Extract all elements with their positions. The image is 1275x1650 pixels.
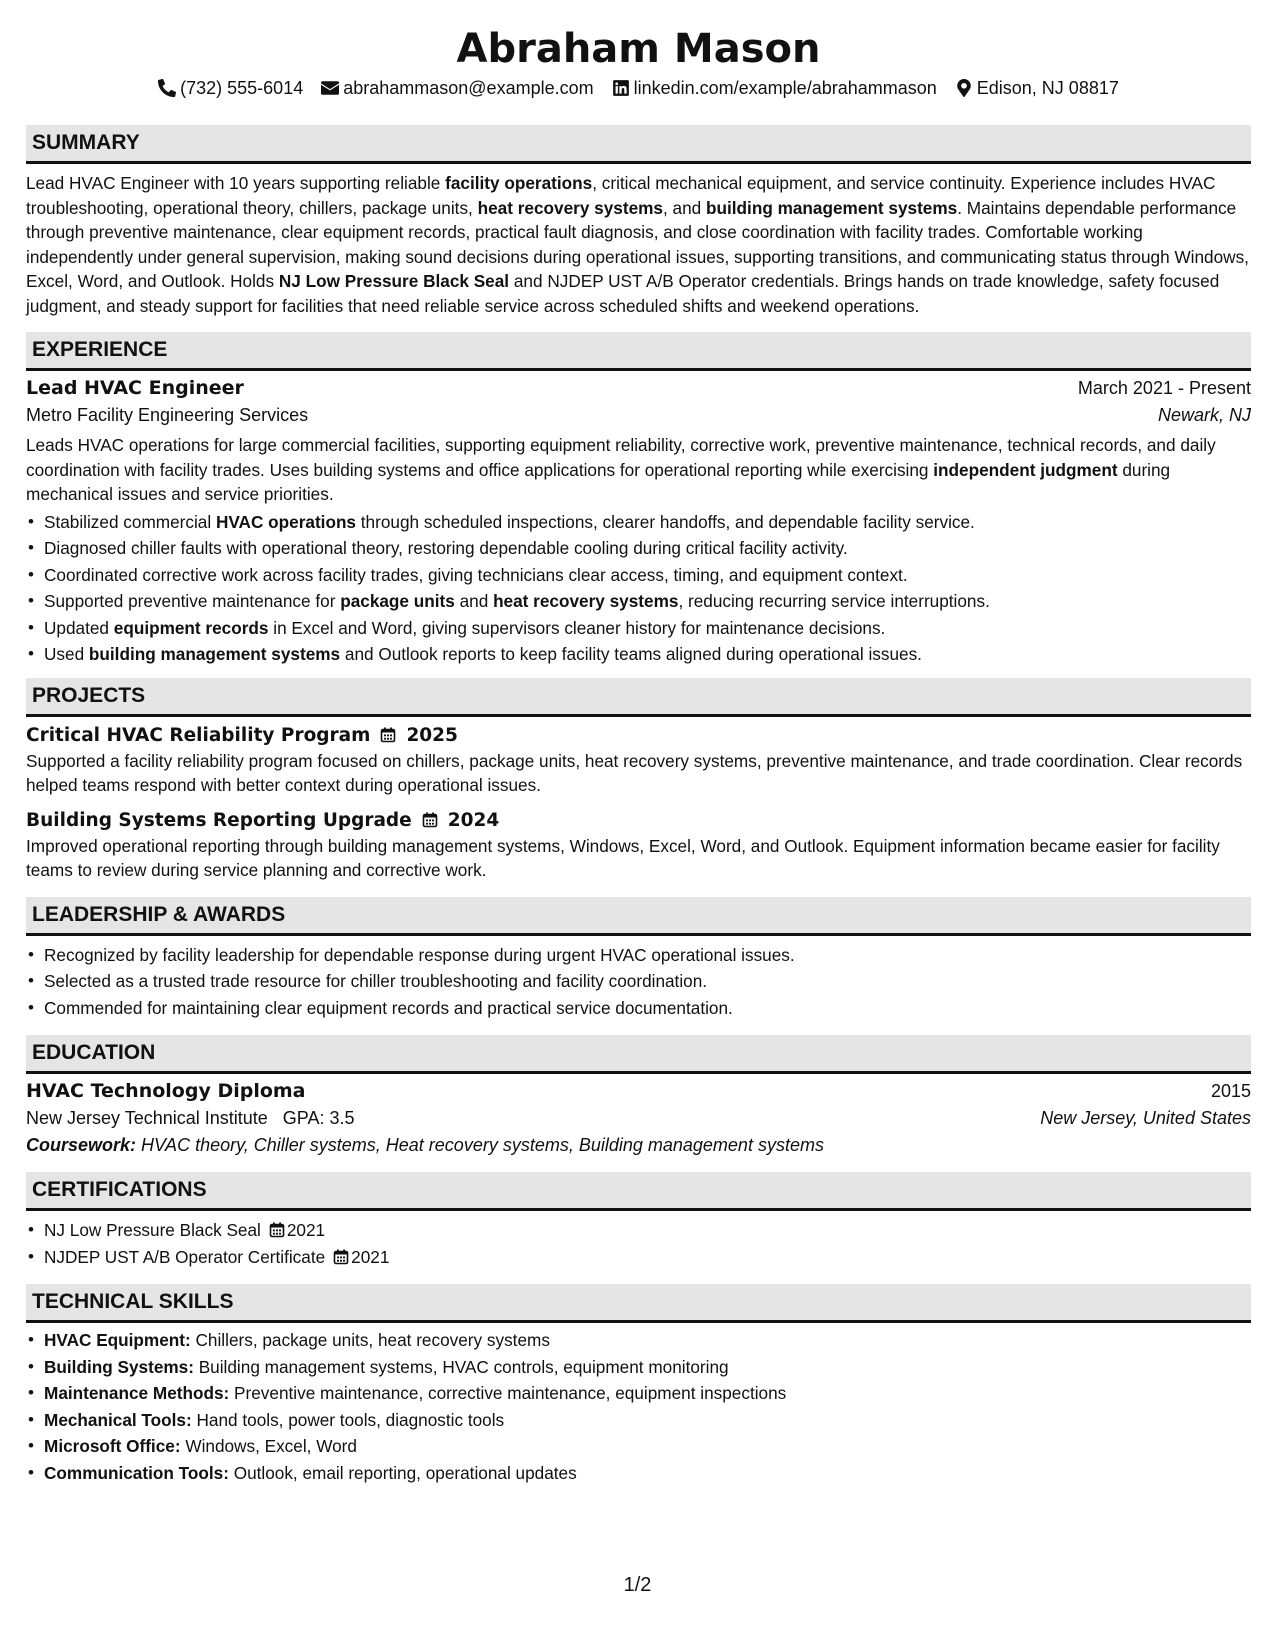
certification-list (26, 1217, 1251, 1270)
certification-name: • NJDEP UST A/B Operator Certificate (44, 1246, 326, 1267)
summary-highlight: facility operations (445, 173, 593, 193)
certification-year: 2021 (286, 1220, 326, 1240)
contact-bar (26, 77, 1251, 99)
phone-text: (732) 555-6014 (180, 78, 304, 98)
bullet-text: Coordinated corrective work across facility trades, giving technicians clear access, timing, and equipment context. (44, 564, 908, 585)
school-location: New Jersey, United States (1040, 1108, 1251, 1128)
job-title: Lead HVAC Engineer (26, 377, 244, 399)
bullet-text: in Excel and Word, giving supervisors cleaner history for maintenance decisions. (268, 617, 886, 638)
bullet-highlight: heat recovery systems (493, 591, 679, 611)
section-header-skills: TECHNICAL SKILLS (26, 1284, 1251, 1323)
job-subheader (26, 405, 1251, 426)
bullet-text: , reducing recurring service interruptions. (678, 591, 990, 611)
bullet-text: Diagnosed chiller faults with operational theory, restoring dependable cooling during critical facility activity. (44, 538, 848, 558)
job-dates: March 2021 - Present (1077, 378, 1251, 398)
leadership-list (26, 942, 1251, 1022)
project-description: Improved operational reporting through building management systems, Windows, Excel, Word, and Outlook. Equipment information became easier for facility teams to review during service planning and corrective work. (26, 835, 1220, 880)
summary-part: and NJDEP UST A/B Operator credentials. Brings hands on trade knowledge, safety focused judgment, and steady support for facilities that need reliable service across scheduled shifts and weekend operations. (26, 271, 1220, 316)
leadership-item: • Commended for maintaining clear equipment records and practical service documentation. (26, 995, 1251, 1022)
project-title-row (26, 810, 1251, 831)
graduation-year: 2015 (1210, 1081, 1251, 1101)
summary-part: . Maintains dependable performance through preventive maintenance, clear equipment records, practical fault diagnosis, and close coordination with facility trades. Comfortable working independently under general supervision, making sound decisions during operational issues, supporting transitions, and communicating status through Windows, Excel, Word, and Outlook. Holds (26, 197, 1249, 291)
project-description: Supported a facility reliability program focused on chillers, package units, heat recovery systems, preventive maintenance, and trade coordination. Clear records helped teams respond with better context during operational issues. (26, 750, 1243, 795)
summary-highlight: NJ Low Pressure Black Seal (278, 271, 510, 291)
skill-value: Chillers, package units, heat recovery systems (195, 1330, 550, 1350)
certification-item (26, 1217, 1251, 1244)
education-subheader (26, 1108, 1251, 1129)
certification-row (44, 1217, 1251, 1244)
certification-year: 2021 (351, 1246, 390, 1267)
summary-part: , critical mechanical equipment, and service continuity. Experience includes HVAC troubleshooting, operational theory, chillers, package units, (26, 173, 1216, 218)
skill-item (26, 1407, 1251, 1434)
bullet-text: and (454, 591, 494, 611)
degree-name: HVAC Technology Diploma (26, 1080, 306, 1102)
bullet-highlight: package units (340, 591, 455, 611)
page-number: 1/2 (623, 1574, 652, 1596)
bullet-text: and Outlook reports to keep facility teams aligned during operational issues. (340, 644, 922, 664)
resume-page (26, 0, 1251, 1486)
skill-value: Hand tools, power tools, diagnostic tools (196, 1409, 505, 1430)
bullet-highlight: HVAC operations (215, 511, 356, 532)
project-title-row (26, 725, 1251, 746)
skill-item (26, 1460, 1251, 1487)
skill-item (26, 1354, 1251, 1381)
job-desc-part: Leads HVAC operations for large commercial facilities, supporting equipment reliability, corrective work, preventive maintenance, technical records, and daily coordination with facility trades. Uses building systems and office applications for operational reporting while exercising (26, 435, 1216, 480)
section-header-leadership: LEADERSHIP & AWARDS (26, 897, 1251, 936)
skill-label: Communication Tools: (44, 1462, 229, 1483)
school-info (26, 1108, 355, 1129)
envelope-icon (321, 79, 339, 97)
email-text[interactable]: abrahammason@example.com (343, 78, 594, 98)
job-company: Metro Facility Engineering Services (26, 405, 309, 425)
project-year: 2025 (406, 724, 458, 746)
location-text: Edison, NJ 08817 (976, 78, 1119, 98)
skill-label: Maintenance Methods: (44, 1383, 230, 1403)
linkedin-text[interactable]: linkedin.com/example/abrahammason (633, 78, 937, 98)
bullet-highlight: equipment records (113, 617, 269, 638)
job-bullet (26, 535, 1251, 562)
job-desc-highlight: independent judgment (933, 459, 1118, 480)
job-bullet (26, 509, 1251, 536)
job-bullet (26, 641, 1251, 668)
coursework-list: HVAC theory, Chiller systems, Heat recovery systems, Building management systems (141, 1135, 824, 1155)
skill-value: Outlook, email reporting, operational updates (233, 1462, 577, 1483)
skill-label: Mechanical Tools: (44, 1409, 192, 1430)
certification-item (26, 1244, 1251, 1271)
certification-name: • NJ Low Pressure Black Seal (44, 1220, 261, 1240)
coursework-label: Coursework: (26, 1135, 137, 1155)
section-header-education: EDUCATION (26, 1035, 1251, 1074)
skill-value: Building management systems, HVAC controls, equipment monitoring (198, 1356, 729, 1377)
bullet-highlight: building management systems (88, 644, 341, 664)
skill-label: Building Systems: (44, 1356, 194, 1377)
section-header-projects: PROJECTS (26, 678, 1251, 717)
section-header-summary: SUMMARY (26, 125, 1251, 164)
bullet-text: through scheduled inspections, clearer handoffs, and dependable facility service. (356, 511, 975, 532)
contact-phone (158, 77, 303, 99)
job-bullet (26, 562, 1251, 589)
skill-value: Windows, Excel, Word (185, 1436, 357, 1456)
summary-part: Lead HVAC Engineer with 10 years supporting reliable (26, 173, 446, 193)
summary-highlight: heat recovery systems (477, 197, 663, 218)
project-title: Building Systems Reporting Upgrade (26, 809, 412, 831)
project-title: Critical HVAC Reliability Program (26, 724, 371, 746)
job-location: Newark, NJ (1157, 405, 1251, 425)
school-name: New Jersey Technical Institute (26, 1108, 268, 1128)
leadership-item: • Selected as a trusted trade resource for chiller troubleshooting and facility coordination. (26, 968, 1251, 995)
summary-highlight: building management systems (706, 197, 958, 218)
map-pin-icon (955, 79, 973, 97)
skill-label: HVAC Equipment: (44, 1330, 191, 1350)
calendar-icon (380, 727, 396, 743)
job-desc-part: during mechanical issues and service priorities. (26, 459, 1171, 504)
linkedin-icon (612, 79, 630, 97)
job-bullets (26, 509, 1251, 668)
project-year: 2024 (447, 809, 500, 831)
section-header-experience: EXPERIENCE (26, 332, 1251, 371)
job-description (26, 433, 1251, 507)
contact-location (955, 77, 1119, 99)
contact-linkedin[interactable] (612, 77, 937, 99)
skill-item (26, 1380, 1251, 1407)
phone-icon (158, 79, 176, 97)
summary-part: , and (662, 197, 706, 218)
bullet-text: Stabilized commercial (44, 511, 216, 532)
skill-value: Preventive maintenance, corrective maintenance, equipment inspections (234, 1383, 787, 1403)
skill-item (26, 1433, 1251, 1460)
bullet-text: Supported preventive maintenance for (44, 591, 341, 611)
bullet-text: Updated (44, 617, 114, 638)
gpa: GPA: 3.5 (282, 1108, 355, 1128)
bullet-text: Used (44, 644, 89, 664)
candidate-name: Abraham Mason (456, 26, 821, 72)
section-header-certifications: CERTIFICATIONS (26, 1172, 1251, 1211)
education-header (26, 1080, 1251, 1102)
job-bullet (26, 588, 1251, 615)
skills-list (26, 1327, 1251, 1486)
leadership-item: • Recognized by facility leadership for dependable response during urgent HVAC operational issues. (26, 942, 1251, 969)
contact-email[interactable] (321, 77, 593, 99)
coursework (26, 1135, 1251, 1156)
skill-label: Microsoft Office: (44, 1436, 181, 1456)
calendar-icon (269, 1222, 285, 1238)
certification-row (44, 1244, 1251, 1271)
job-header (26, 377, 1251, 399)
calendar-icon (422, 812, 438, 828)
job-bullet (26, 615, 1251, 642)
skill-item (26, 1327, 1251, 1354)
summary-text (26, 171, 1251, 318)
calendar-icon (333, 1249, 349, 1265)
